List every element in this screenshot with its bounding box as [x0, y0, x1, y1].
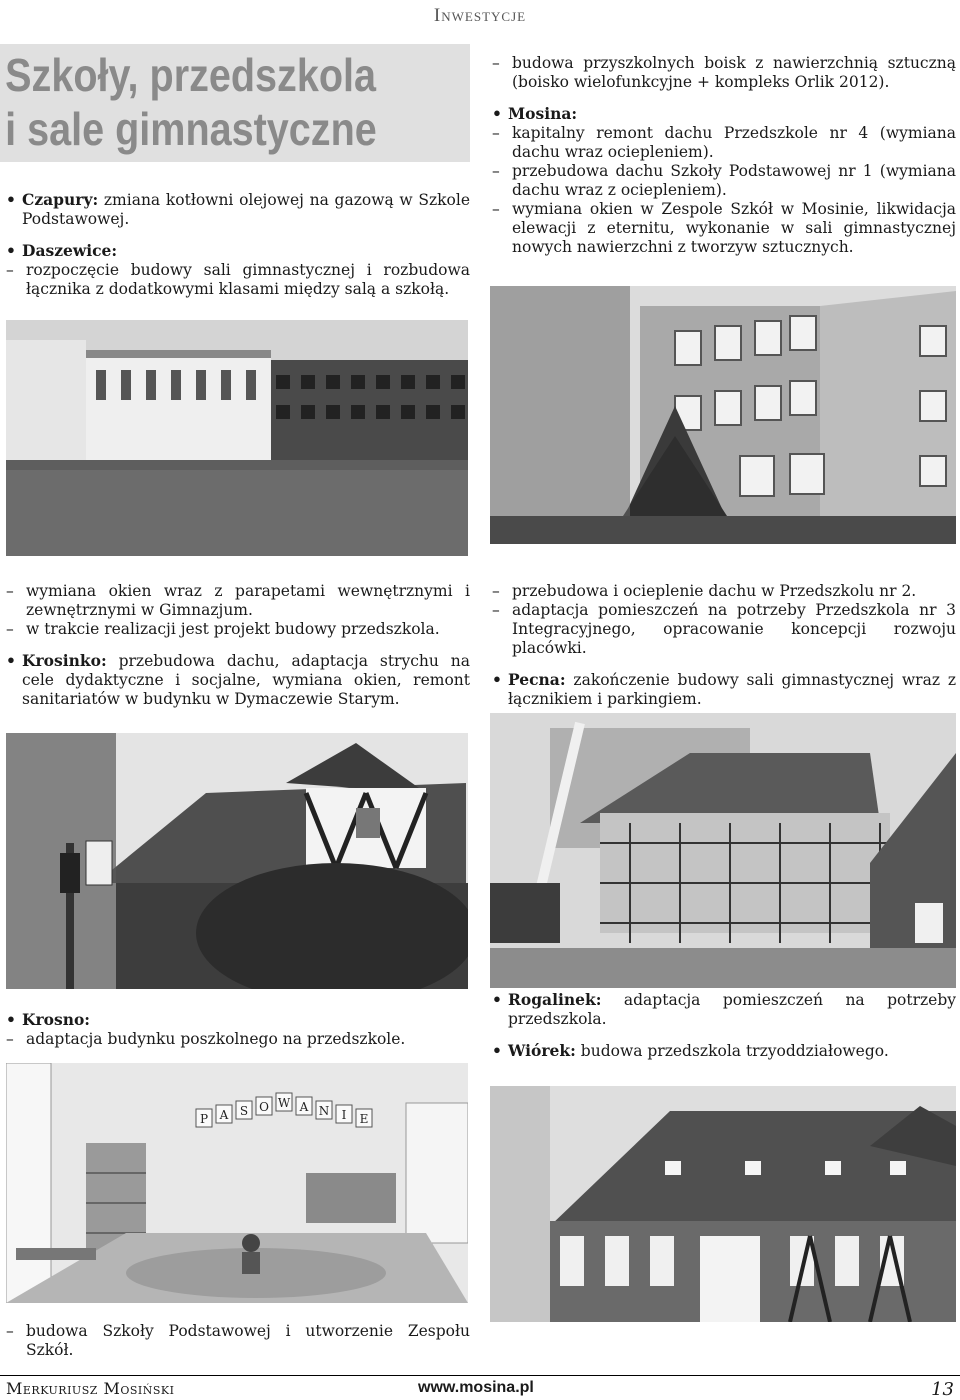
text-top-right: [490, 54, 956, 257]
photo-school-field: [6, 320, 468, 556]
photo-school-tree: [490, 286, 956, 544]
przedszkole2-item: – przebudowa i ocieplenie dachu w Przedszkolu nr 2.: [490, 582, 956, 601]
mosina-item-3: – wymiana okien w Zespole Szkół w Mosinie, likwidacja elewacji z eternitu, wykonanie w sali gimnastycznej nowych nawierzchni z tworzyw sztucznych.: [490, 200, 956, 257]
photo-new-preschool: [490, 1086, 956, 1322]
mosina-item-2: – przebudowa dachu Szkoły Podstawowej nr 1 (wymiana dachu wraz z ociepleniem).: [490, 162, 956, 200]
boiska-item: – budowa przyszkolnych boisk z nawierzchnią sztuczną (boisko wielofunkcyjne + kompleks Orlik 2012).: [490, 54, 956, 92]
footer-magazine: Merkuriusz Mosiński: [6, 1379, 175, 1398]
page-title: [0, 44, 404, 156]
text-top-left: [4, 190, 470, 299]
title-line-2: i sale gimnastyczne: [5, 103, 377, 155]
photo-timbered-house: [6, 733, 468, 989]
krosinko-label: Krosinko:: [22, 651, 107, 670]
rogalinek-label: Rogalinek:: [508, 990, 602, 1009]
text-mid-right: [490, 582, 956, 709]
title-line-1: Szkoły, przedszkola: [5, 49, 376, 101]
daszewice-item-1: – rozpoczęcie budowy sali gimnastycznej i rozbudowa łącznika z dodatkowymi klasami między salą a szkołą.: [4, 261, 470, 299]
czapury-text: zmiana kotłowni olejowej na gazową w Szkole Podstawowej.: [22, 191, 470, 228]
photo-construction: [490, 713, 956, 988]
rogalinek-text: adaptacja pomieszczeń na potrzeby przedszkola.: [508, 991, 956, 1028]
banner-letter: A: [299, 1100, 309, 1114]
banner-letter: W: [277, 1096, 291, 1110]
gimnazjum-item-2: – w trakcie realizacji jest projekt budowy przedszkola.: [4, 620, 470, 639]
pecna-entry: [490, 670, 956, 709]
wiorek-label: Wiórek:: [508, 1041, 576, 1060]
text-low-left: [4, 1010, 470, 1049]
photo-classroom: [6, 1063, 468, 1303]
mosina-item-1: – kapitalny remont dachu Przedszkole nr 4 (wymiana dachu wraz ociepleniem).: [490, 124, 956, 162]
przedszkole3-item: – adaptacja pomieszczeń na potrzeby Przedszkola nr 3 Integracyjnego, opracowanie koncepcji rozwoju placówki.: [490, 601, 956, 658]
banner-letter: P: [199, 1112, 209, 1126]
czapury-entry: [4, 190, 470, 229]
text-low-right: [490, 990, 956, 1061]
banner-letter: E: [359, 1112, 369, 1126]
krosno-entry: [4, 1010, 470, 1030]
mosina-label: Mosina:: [508, 104, 578, 123]
zespol-szkol-item: – budowa Szkoły Podstawowej i utworzenie Zespołu Szkół.: [4, 1322, 470, 1360]
text-mid-left: [4, 582, 470, 709]
banner-letter: S: [239, 1104, 249, 1118]
daszewice-label: Daszewice:: [22, 241, 118, 260]
banner-letter: O: [259, 1100, 269, 1114]
krosinko-text: przebudowa dachu, adaptacja strychu na cele dydaktyczne i socjalne, wymiana okien, remont sanitariatów w budynku w Dymaczewie Starym.: [22, 652, 470, 708]
page-number: 13: [931, 1379, 954, 1400]
pecna-label: Pecna:: [508, 670, 566, 689]
wiorek-entry: [490, 1041, 956, 1061]
footer-rule: [0, 1375, 960, 1376]
krosno-item-1: – adaptacja budynku poszkolnego na przedszkole.: [4, 1030, 470, 1049]
banner-letter: N: [318, 1104, 330, 1118]
daszewice-entry: [4, 241, 470, 261]
rogalinek-entry: [490, 990, 956, 1029]
footer-url[interactable]: www.mosina.pl: [418, 1379, 534, 1396]
banner-letter: I: [341, 1108, 347, 1122]
banner-letter: A: [219, 1108, 229, 1122]
section-header: Inwestycje: [433, 5, 527, 26]
wiorek-text: budowa przedszkola trzyoddziałowego.: [575, 1042, 889, 1060]
krosinko-entry: [4, 651, 470, 709]
krosno-label: Krosno:: [22, 1010, 91, 1029]
text-bottom-left: [4, 1322, 470, 1360]
title-box: [0, 44, 470, 162]
pecna-text: zakończenie budowy sali gimnastycznej wraz z łącznikiem i parkingiem.: [508, 671, 956, 708]
czapury-label: Czapury:: [22, 190, 99, 209]
gimnazjum-item-1: – wymiana okien wraz z parapetami wewnętrznymi i zewnętrznymi w Gimnazjum.: [4, 582, 470, 620]
mosina-entry: [490, 104, 956, 124]
